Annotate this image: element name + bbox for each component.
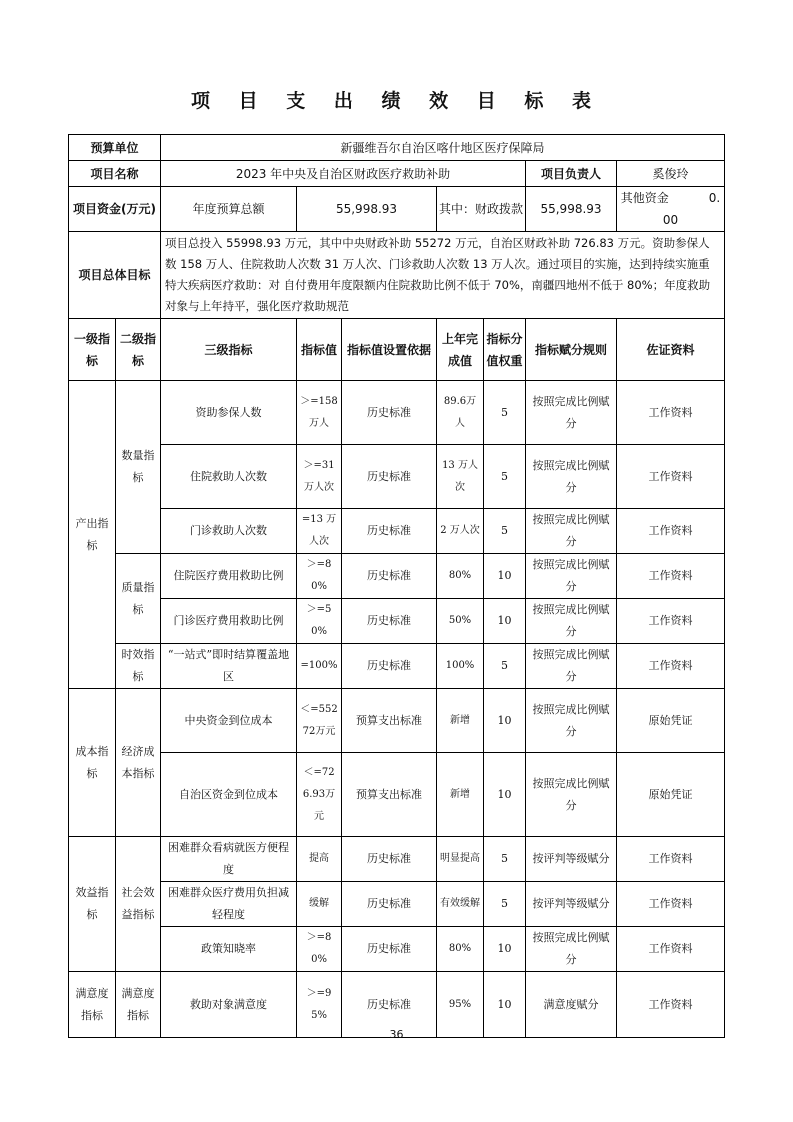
table-row — [69, 445, 725, 509]
indicator-basis: 预算支出标准 — [342, 753, 437, 837]
group-output: 产出指标 — [69, 381, 116, 689]
header-level3: 三级指标 — [161, 319, 297, 381]
header-evidence: 佐证资料 — [617, 319, 725, 381]
indicator-name: 困难群众看病就医方便程度 — [161, 837, 297, 882]
indicator-basis: 历史标准 — [342, 882, 437, 927]
header-value: 指标值 — [297, 319, 342, 381]
indicator-last: 80% — [437, 927, 484, 972]
budget-unit-value: 新疆维吾尔自治区喀什地区医疗保障局 — [161, 135, 725, 161]
indicator-value: ＞=158万人 — [297, 381, 342, 445]
table-row — [69, 753, 725, 837]
table-row — [69, 381, 725, 445]
indicator-basis: 历史标准 — [342, 644, 437, 689]
indicator-weight: 10 — [484, 599, 526, 644]
page-title: 项 目 支 出 绩 效 目 标 表 — [191, 90, 602, 112]
other-funds-cell — [617, 187, 725, 232]
table-row — [69, 837, 725, 882]
indicator-evidence: 工作资料 — [617, 882, 725, 927]
manager-label: 项目负责人 — [526, 161, 617, 187]
table-row — [69, 644, 725, 689]
indicator-name: 资助参保人数 — [161, 381, 297, 445]
performance-target-table — [68, 134, 725, 1038]
manager-value: 奚俊玲 — [617, 161, 725, 187]
indicator-value: ＜=55272万元 — [297, 689, 342, 753]
group-satisfaction: 满意度指标 — [69, 972, 116, 1038]
indicator-value: ＞=95% — [297, 972, 342, 1038]
indicator-basis: 历史标准 — [342, 972, 437, 1038]
indicator-evidence: 工作资料 — [617, 554, 725, 599]
indicator-rule: 满意度赋分 — [526, 972, 617, 1038]
indicator-basis: 预算支出标准 — [342, 689, 437, 753]
indicator-last: 95% — [437, 972, 484, 1038]
indicator-basis: 历史标准 — [342, 445, 437, 509]
indicator-last: 100% — [437, 644, 484, 689]
header-level2: 二级指标 — [116, 319, 161, 381]
indicator-rule: 按照完成比例赋分 — [526, 753, 617, 837]
indicator-rule: 按照完成比例赋分 — [526, 554, 617, 599]
indicator-last: 2 万人次 — [437, 509, 484, 554]
indicator-name: 住院医疗费用救助比例 — [161, 554, 297, 599]
indicator-basis: 历史标准 — [342, 599, 437, 644]
indicator-weight: 10 — [484, 972, 526, 1038]
indicator-basis: 历史标准 — [342, 554, 437, 599]
project-name-label: 项目名称 — [69, 161, 161, 187]
overall-target-text: 项目总投入 55998.93 万元，其中中央财政补助 55272 万元，自治区财政补助 726.83 万元。资助参保人数 158 万人、住院救助人次数 31 万人次、门诊救助人次数 13 万人次。通过项目的实施，达到持续实施重特大疾病医疗救助：对 自付费用年度限额内住院救助比例不低于 70%，南疆四地州不低于 80%；年度救助对象与上年持平，强化医疗救助规范 — [161, 232, 725, 319]
indicator-value: ＞=80% — [297, 554, 342, 599]
indicator-value: ＞=80% — [297, 927, 342, 972]
indicator-last: 80% — [437, 554, 484, 599]
indicator-basis: 历史标准 — [342, 837, 437, 882]
table-row — [69, 882, 725, 927]
group-benefit: 效益指标 — [69, 837, 116, 972]
indicator-name: “一站式”即时结算覆盖地区 — [161, 644, 297, 689]
subgroup-economic-cost: 经济成本指标 — [116, 689, 161, 837]
header-rule: 指标赋分规则 — [526, 319, 617, 381]
indicator-weight: 5 — [484, 509, 526, 554]
indicator-rule: 按照完成比例赋分 — [526, 445, 617, 509]
indicator-evidence: 原始凭证 — [617, 753, 725, 837]
other-funds-value: 0.00 — [662, 191, 721, 227]
indicator-name: 自治区资金到位成本 — [161, 753, 297, 837]
indicator-rule: 按照完成比例赋分 — [526, 927, 617, 972]
indicator-value: ＞=50% — [297, 599, 342, 644]
indicator-name: 门诊救助人次数 — [161, 509, 297, 554]
indicator-rule: 按照完成比例赋分 — [526, 509, 617, 554]
subgroup-satisfaction: 满意度指标 — [116, 972, 161, 1038]
indicator-basis: 历史标准 — [342, 381, 437, 445]
indicator-evidence: 工作资料 — [617, 644, 725, 689]
header-last: 上年完成值 — [437, 319, 484, 381]
indicator-evidence: 工作资料 — [617, 445, 725, 509]
indicator-weight: 5 — [484, 644, 526, 689]
table-row — [69, 554, 725, 599]
indicator-weight: 10 — [484, 689, 526, 753]
indicator-value: 缓解 — [297, 882, 342, 927]
indicator-weight: 10 — [484, 753, 526, 837]
indicator-value: 提高 — [297, 837, 342, 882]
table-row — [69, 927, 725, 972]
indicator-evidence: 工作资料 — [617, 509, 725, 554]
annual-budget-label: 年度预算总额 — [161, 187, 297, 232]
header-level1: 一级指标 — [69, 319, 116, 381]
indicator-rule: 按照完成比例赋分 — [526, 689, 617, 753]
indicator-rule: 按评判等级赋分 — [526, 837, 617, 882]
indicator-evidence: 原始凭证 — [617, 689, 725, 753]
header-basis: 指标值设置依据 — [342, 319, 437, 381]
indicator-last: 50% — [437, 599, 484, 644]
indicator-basis: 历史标准 — [342, 927, 437, 972]
header-weight: 指标分值权重 — [484, 319, 526, 381]
indicator-value: ＜=726.93万元 — [297, 753, 342, 837]
indicator-last: 新增 — [437, 689, 484, 753]
fiscal-value: 55,998.93 — [526, 187, 617, 232]
indicator-rule: 按照完成比例赋分 — [526, 599, 617, 644]
project-name-value: 2023 年中央及自治区财政医疗救助补助 — [161, 161, 526, 187]
indicator-last: 明显提高 — [437, 837, 484, 882]
fiscal-label: 其中：财政拨款 — [437, 187, 526, 232]
indicator-name: 中央资金到位成本 — [161, 689, 297, 753]
indicator-evidence: 工作资料 — [617, 972, 725, 1038]
indicator-value: =100% — [297, 644, 342, 689]
indicator-evidence: 工作资料 — [617, 599, 725, 644]
subgroup-quality: 质量指标 — [116, 554, 161, 644]
indicator-rule: 按照完成比例赋分 — [526, 381, 617, 445]
indicator-rule: 按照完成比例赋分 — [526, 644, 617, 689]
indicator-last: 有效缓解 — [437, 882, 484, 927]
indicator-value: =13 万人次 — [297, 509, 342, 554]
indicator-evidence: 工作资料 — [617, 837, 725, 882]
other-funds-label: 其他资金 — [620, 191, 669, 205]
table-row — [69, 689, 725, 753]
table-row — [69, 509, 725, 554]
indicator-last: 新增 — [437, 753, 484, 837]
indicator-name: 住院救助人次数 — [161, 445, 297, 509]
indicator-name: 困难群众医疗费用负担减轻程度 — [161, 882, 297, 927]
subgroup-timeliness: 时效指标 — [116, 644, 161, 689]
indicator-evidence: 工作资料 — [617, 381, 725, 445]
indicator-weight: 5 — [484, 882, 526, 927]
indicator-weight: 10 — [484, 927, 526, 972]
subgroup-quantity: 数量指标 — [116, 381, 161, 554]
annual-budget-value: 55,998.93 — [297, 187, 437, 232]
indicator-rule: 按评判等级赋分 — [526, 882, 617, 927]
indicator-weight: 5 — [484, 381, 526, 445]
indicator-value: ＞=31万人次 — [297, 445, 342, 509]
indicator-weight: 5 — [484, 837, 526, 882]
indicator-name: 门诊医疗费用救助比例 — [161, 599, 297, 644]
overall-target-label: 项目总体目标 — [69, 232, 161, 319]
indicator-weight: 5 — [484, 445, 526, 509]
page-number: 36 — [389, 1028, 404, 1041]
indicator-last: 13 万人次 — [437, 445, 484, 509]
group-cost: 成本指标 — [69, 689, 116, 837]
funds-label: 项目资金(万元) — [69, 187, 161, 232]
indicator-name: 政策知晓率 — [161, 927, 297, 972]
indicator-weight: 10 — [484, 554, 526, 599]
indicator-name: 救助对象满意度 — [161, 972, 297, 1038]
subgroup-social-benefit: 社会效益指标 — [116, 837, 161, 972]
table-row — [69, 599, 725, 644]
budget-unit-label: 预算单位 — [69, 135, 161, 161]
indicator-evidence: 工作资料 — [617, 927, 725, 972]
indicator-basis: 历史标准 — [342, 509, 437, 554]
indicator-last: 89.6万人 — [437, 381, 484, 445]
